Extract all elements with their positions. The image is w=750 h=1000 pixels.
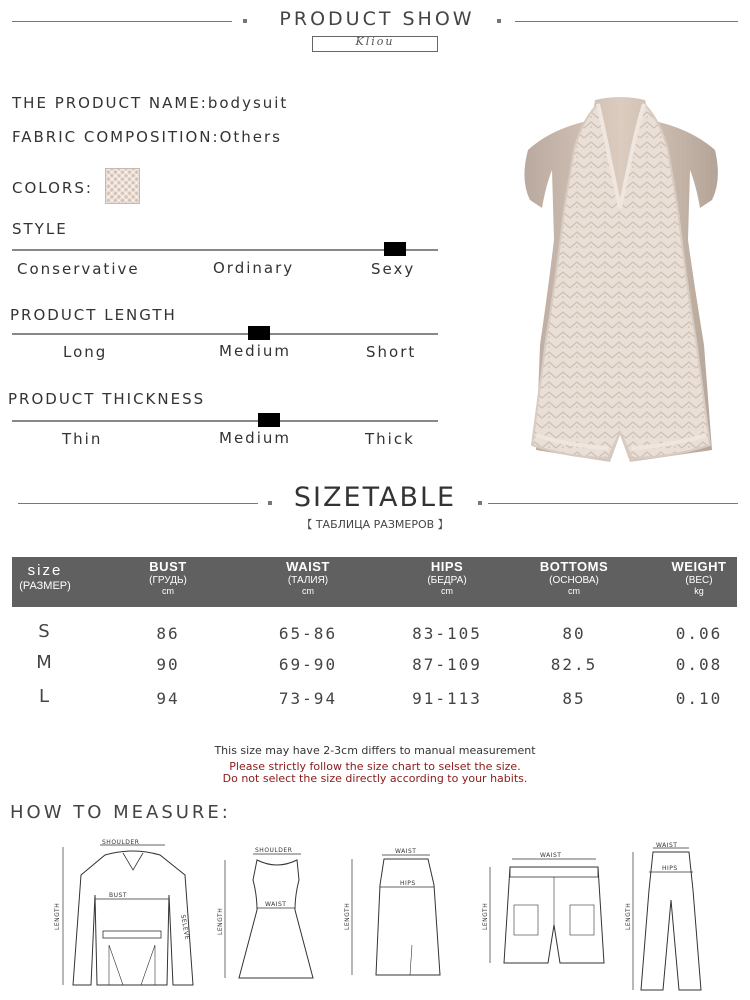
style-label-conservative: Conservative <box>17 260 140 278</box>
table-cell-bust: 94 <box>156 689 180 708</box>
how-to-measure-title: HOW TO MEASURE: <box>10 802 231 823</box>
dress-waist-label: WAIST <box>265 901 287 908</box>
dress-diagram <box>215 840 315 990</box>
pants-length-label: LENGTH <box>625 902 632 930</box>
table-cell-waist: 69-90 <box>278 655 338 674</box>
jacket-bust-label: BUST <box>109 892 127 899</box>
sizetable-dot-left <box>268 501 272 505</box>
table-cell-waist: 65-86 <box>278 624 338 643</box>
col-header-bust-sub: (ГРУДЬ) <box>149 575 187 586</box>
measurement-note: This size may have 2-3cm differs to manual measurement <box>214 744 536 757</box>
col-header-weight-unit: kg <box>694 586 704 596</box>
jacket-diagram <box>45 835 205 995</box>
col-header-weight <box>639 557 750 596</box>
length-label-short: Short <box>366 343 417 361</box>
colors-label: COLORS: <box>12 179 93 197</box>
col-header-weight-main: WEIGHT <box>671 559 727 574</box>
col-header-waist-main: WAIST <box>286 559 330 574</box>
col-header-bottoms-unit: cm <box>568 586 580 596</box>
header-dot-left <box>243 19 247 23</box>
length-title: PRODUCT LENGTH <box>10 306 177 324</box>
color-swatch[interactable] <box>105 168 140 204</box>
col-header-bottoms <box>514 557 634 596</box>
col-header-hips-main: HIPS <box>430 559 464 574</box>
thickness-title: PRODUCT THICKNESS <box>8 390 206 408</box>
table-cell-size: M <box>36 652 54 673</box>
col-header-hips <box>387 557 507 596</box>
style-scale-marker <box>384 242 406 256</box>
col-header-size <box>0 557 105 592</box>
table-cell-weight: 0.06 <box>675 624 723 643</box>
col-header-size-main: size <box>27 562 63 579</box>
col-header-bottoms-sub: (ОСНОВА) <box>549 575 599 586</box>
shorts-diagram <box>478 845 628 975</box>
length-scale-marker <box>248 326 270 340</box>
col-header-bust-main: BUST <box>149 559 187 574</box>
skirt-length-label: LENGTH <box>344 902 351 930</box>
sizetable-rule-right <box>488 503 738 504</box>
col-header-hips-unit: cm <box>441 586 453 596</box>
skirt-waist-label: WAIST <box>395 848 417 855</box>
table-cell-bottoms: 82.5 <box>550 655 598 674</box>
style-label-sexy: Sexy <box>371 260 416 278</box>
header-rule-right <box>515 21 738 22</box>
table-cell-bottoms: 80 <box>562 624 586 643</box>
pants-waist-label: WAIST <box>656 842 678 849</box>
skirt-diagram <box>340 845 450 985</box>
col-header-bust <box>108 557 228 596</box>
warning-note-1: Please strictly follow the size chart to selset the size. <box>229 760 521 773</box>
brand-name: Kliou <box>355 35 395 48</box>
product-image <box>500 90 740 470</box>
skirt-hips-label: HIPS <box>400 880 416 887</box>
page-title: PRODUCT SHOW <box>279 8 475 30</box>
style-title: STYLE <box>12 220 68 238</box>
thickness-label-medium: Medium <box>219 429 291 447</box>
product-name: THE PRODUCT NAME:bodysuit <box>12 94 289 112</box>
shorts-waist-label: WAIST <box>540 852 562 859</box>
length-label-medium: Medium <box>219 342 291 360</box>
jacket-sleeve-label: SELEVE <box>179 914 191 941</box>
jacket-shoulder-label: SHOULDER <box>102 839 140 846</box>
fabric-label: FABRIC COMPOSITION: <box>12 128 220 146</box>
col-header-size-sub: (РАЗМЕР) <box>19 580 71 592</box>
shorts-length-label: LENGTH <box>482 902 489 930</box>
thickness-scale-track <box>12 420 438 422</box>
fabric-composition <box>12 128 282 146</box>
thickness-label-thick: Thick <box>365 430 415 448</box>
header-dot-right <box>497 19 501 23</box>
table-cell-hips: 83-105 <box>412 624 482 643</box>
table-cell-weight: 0.10 <box>675 689 723 708</box>
col-header-waist-sub: (ТАЛИЯ) <box>287 575 329 586</box>
header-rule-left <box>12 21 232 22</box>
pants-diagram <box>625 840 715 995</box>
thickness-scale-marker <box>258 413 280 427</box>
table-cell-size: L <box>38 686 52 707</box>
col-header-waist-unit: cm <box>302 586 314 596</box>
col-header-waist <box>248 557 368 596</box>
table-cell-bottoms: 85 <box>562 689 586 708</box>
pants-hips-label: HIPS <box>662 865 678 872</box>
col-header-bottoms-main: BOTTOMS <box>539 559 609 574</box>
length-label-long: Long <box>63 343 108 361</box>
thickness-label-thin: Thin <box>62 430 103 448</box>
fabric-value: Others <box>219 128 282 146</box>
dress-shoulder-label: SHOULDER <box>255 847 293 854</box>
table-cell-hips: 87-109 <box>412 655 482 674</box>
col-header-weight-sub: (ВЕС) <box>685 575 713 586</box>
style-scale-track <box>12 249 438 251</box>
jacket-length-label: LENGTH <box>54 902 61 930</box>
col-header-bust-unit: cm <box>162 586 174 596</box>
style-label-ordinary: Ordinary <box>213 259 295 277</box>
sizetable-subtitle: 【 ТАБЛИЦА РАЗМЕРОВ 】 <box>301 518 449 531</box>
table-cell-bust: 86 <box>156 624 180 643</box>
table-cell-hips: 91-113 <box>412 689 482 708</box>
sizetable-rule-left <box>18 503 258 504</box>
sizetable-dot-right <box>478 501 482 505</box>
table-cell-waist: 73-94 <box>278 689 338 708</box>
table-cell-bust: 90 <box>156 655 180 674</box>
table-cell-weight: 0.08 <box>675 655 723 674</box>
length-scale-track <box>12 333 438 335</box>
table-cell-size: S <box>38 621 52 642</box>
warning-note-2: Do not select the size directly according to your habits. <box>222 772 528 785</box>
col-header-hips-sub: (БЕДРА) <box>427 575 467 586</box>
dress-length-label: LENGTH <box>217 907 224 935</box>
sizetable-title: SIZETABLE <box>293 482 457 513</box>
